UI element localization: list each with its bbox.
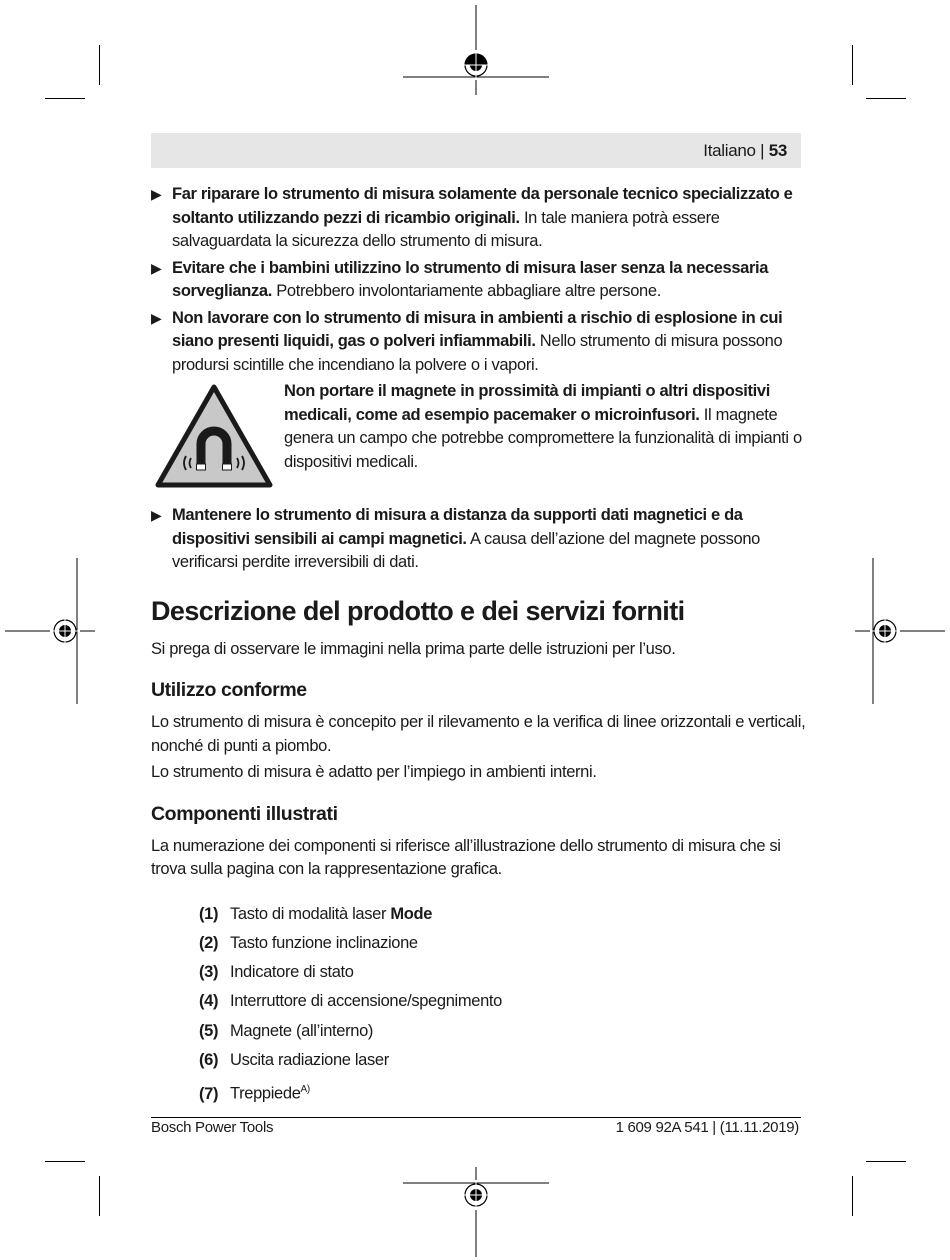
- crop-mark: [45, 98, 85, 99]
- magnet-warning-icon: [155, 384, 273, 488]
- crop-mark: [852, 1176, 853, 1216]
- safety-bullet: ▶ Mantenere lo strumento di misura a distanza da supporti dati magnetici e da dispositivi sensibili ai campi magnetici. A causa dell’azione del magnete possono verificarsi perdite irreversibili di dati.: [151, 506, 760, 571]
- footnote-marker: A): [300, 1084, 310, 1096]
- list-item: (2) Tasto funzione inclinazione: [199, 933, 418, 952]
- page-header: [151, 133, 801, 168]
- intended-use-paragraph: Lo strumento di misura è adatto per l’impiego in ambienti interni.: [151, 763, 597, 781]
- triangle-bullet-icon: ▶: [151, 186, 162, 202]
- header-language: Italiano: [703, 141, 756, 160]
- header-label: Italiano | 53: [703, 141, 787, 160]
- safety-bullet: ▶ Evitare che i bambini utilizzino lo strumento di misura laser senza la necessaria sorveglianza. Potrebbero involontariamente abbagliare altre persone.: [151, 258, 769, 300]
- list-item: (1) Tasto di modalità laser Mode: [199, 904, 433, 923]
- crop-mark: [45, 1161, 85, 1162]
- components-title: Componenti illustrati: [151, 802, 338, 825]
- components-intro: La numerazione dei componenti si riferisce all’illustrazione dello strumento di misura che si trova sulla pagina con la rappresentazione grafica.: [151, 836, 781, 878]
- safety-bullet: ▶ Non lavorare con lo strumento di misura in ambienti a rischio di esplosione in cui siano presenti liquidi, gas o polveri infiammabili. Nello strumento di misura possono prodursi scintille che incendiano la polvere o i vapori.: [151, 308, 783, 374]
- footer-doc-number: 1 609 92A 541 | (11.11.2019): [615, 1119, 799, 1136]
- section-intro: Si prega di osservare le immagini nella prima parte delle istruzioni per l’uso.: [151, 639, 676, 658]
- page-content: [151, 183, 806, 1109]
- list-item: (5) Magnete (all’interno): [199, 1021, 374, 1040]
- registration-mark-icon: [855, 558, 945, 704]
- crop-mark: [866, 98, 906, 99]
- registration-mark-icon: [5, 558, 95, 704]
- intended-use-title: Utilizzo conforme: [151, 679, 307, 701]
- footer-divider: [151, 1117, 801, 1118]
- section-title: Descrizione del prodotto e dei servizi forniti: [151, 595, 685, 626]
- triangle-bullet-icon: ▶: [151, 309, 162, 326]
- triangle-bullet-icon: ▶: [151, 259, 162, 276]
- registration-mark-icon: [403, 1167, 549, 1257]
- safety-bullet: ▶ Far riparare lo strumento di misura solamente da personale tecnico specializzato e soltanto utilizzando pezzi di ricambio originali. In tale maniera potrà essere salvaguardata la sicurezza dello strumento di misura.: [151, 185, 793, 250]
- list-item: (7) Treppiede$^{A)}$: [199, 1084, 310, 1103]
- registration-mark-icon: [403, 5, 549, 95]
- magnet-warning: [151, 380, 806, 492]
- crop-mark: [866, 1161, 906, 1162]
- triangle-bullet-icon: ▶: [151, 507, 162, 523]
- list-item: (6) Uscita radiazione laser: [199, 1050, 389, 1069]
- intended-use-paragraph: Lo strumento di misura è concepito per il rilevamento e la verifica di linee orizzontali e verticali, nonché di punti a piombo.: [151, 713, 806, 755]
- list-item: (4) Interruttore di accensione/spegnimento: [199, 992, 502, 1011]
- footer-brand: Bosch Power Tools: [151, 1119, 274, 1136]
- components-list: [151, 900, 806, 1110]
- list-item: (3) Indicatore di stato: [199, 963, 354, 982]
- crop-mark: [852, 45, 853, 85]
- page-number: 53: [768, 141, 787, 160]
- crop-mark: [99, 1176, 100, 1216]
- crop-mark: [99, 45, 100, 85]
- magnet-warning-text: Non portare il magnete in prossimità di impianti o altri dispositivi medicali, come ad esempio pacemaker o microinfusori. Il magnete genera un campo che potrebbe compromettere la funzionalità di impianti o dispositivi medicali.: [284, 382, 802, 471]
